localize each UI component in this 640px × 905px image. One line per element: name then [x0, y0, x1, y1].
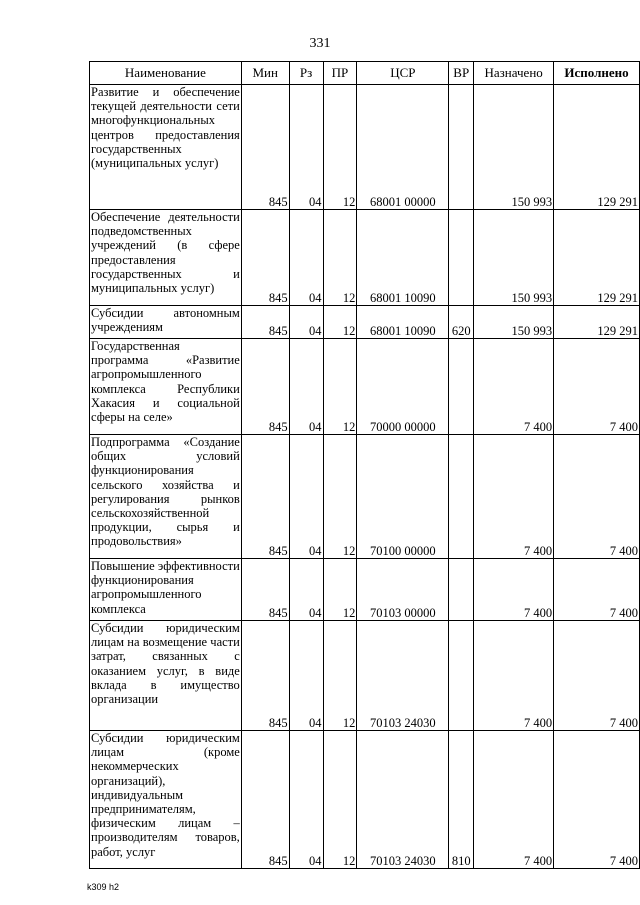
row-csr: 70000 00000 [357, 339, 449, 435]
row-name: Субсидии юридическим лицам (кроме некоммерческих организаций), индивидуальным предпринимателям, физическим лицам – производителям товаров, работ, услуг [90, 731, 242, 869]
table-row [90, 210, 640, 306]
table-row [90, 435, 640, 559]
row-rz: 04 [289, 339, 323, 435]
header-csr: ЦСР [357, 62, 449, 85]
row-min: 845 [241, 85, 289, 210]
row-pr: 12 [323, 210, 357, 306]
row-pr: 12 [323, 339, 357, 435]
row-rz: 04 [289, 621, 323, 731]
header-pr: ПР [323, 62, 357, 85]
row-pr: 12 [323, 306, 357, 339]
page-number: 331 [309, 36, 331, 51]
row-min: 845 [241, 559, 289, 621]
row-assigned: 7 400 [474, 731, 554, 869]
footer-code: k309 h2 [87, 882, 120, 892]
table-row [90, 731, 640, 869]
row-pr: 12 [323, 621, 357, 731]
row-min: 845 [241, 731, 289, 869]
row-done: 7 400 [554, 621, 640, 731]
row-name: Субсидии автономным учреждениям [90, 306, 242, 339]
row-rz: 04 [289, 435, 323, 559]
table-header-row [90, 62, 640, 85]
row-pr: 12 [323, 559, 357, 621]
row-done: 7 400 [554, 731, 640, 869]
row-vr [449, 85, 474, 210]
table-row [90, 621, 640, 731]
row-name: Обеспечение деятельности подведомственных учреждений (в сфере предоставления государственных и муниципальных услуг) [90, 210, 242, 306]
header-done: Исполнено [554, 62, 640, 85]
row-done: 129 291 [554, 210, 640, 306]
row-assigned: 150 993 [474, 210, 554, 306]
row-min: 845 [241, 435, 289, 559]
row-rz: 04 [289, 306, 323, 339]
row-min: 845 [241, 306, 289, 339]
row-assigned: 7 400 [474, 435, 554, 559]
row-csr: 70103 24030 [357, 621, 449, 731]
table-row [90, 306, 640, 339]
row-done: 7 400 [554, 339, 640, 435]
row-assigned: 7 400 [474, 339, 554, 435]
row-vr: 810 [449, 731, 474, 869]
row-csr: 68001 00000 [357, 85, 449, 210]
row-vr: 620 [449, 306, 474, 339]
row-done: 129 291 [554, 306, 640, 339]
row-vr [449, 621, 474, 731]
row-done: 7 400 [554, 435, 640, 559]
row-name: Государственная программа «Развитие агропромышленного комплекса Республики Хакасия и социальной сферы на селе» [90, 339, 242, 435]
row-vr [449, 559, 474, 621]
header-name: Наименование [90, 62, 242, 85]
table-row [90, 85, 640, 210]
row-pr: 12 [323, 85, 357, 210]
row-name: Повышение эффективности функционирования агропромышленного комплекса [90, 559, 242, 621]
row-assigned: 150 993 [474, 85, 554, 210]
row-rz: 04 [289, 731, 323, 869]
row-done: 7 400 [554, 559, 640, 621]
table-row [90, 559, 640, 621]
row-csr: 68001 10090 [357, 210, 449, 306]
row-name: Подпрограмма «Создание общих условий функционирования сельского хозяйства и регулирования рынков сельскохозяйственной продукции, сырья и продовольствия» [90, 435, 242, 559]
header-rz: Рз [289, 62, 323, 85]
row-vr [449, 339, 474, 435]
header-vr: ВР [449, 62, 474, 85]
header-min: Мин [241, 62, 289, 85]
header-assigned: Назначено [474, 62, 554, 85]
row-done: 129 291 [554, 85, 640, 210]
row-vr [449, 435, 474, 559]
row-pr: 12 [323, 731, 357, 869]
budget-table [89, 61, 640, 869]
row-min: 845 [241, 339, 289, 435]
row-name: Субсидии юридическим лицам на возмещение части затрат, связанных с оказанием услуг, в виде вклада в имущество организации [90, 621, 242, 731]
row-csr: 70103 00000 [357, 559, 449, 621]
row-rz: 04 [289, 559, 323, 621]
row-name: Развитие и обеспечение текущей деятельности сети многофункциональных центров предоставления государственных (муниципальных услуг) [90, 85, 242, 210]
row-rz: 04 [289, 210, 323, 306]
row-min: 845 [241, 621, 289, 731]
row-assigned: 7 400 [474, 559, 554, 621]
row-csr: 68001 10090 [357, 306, 449, 339]
table-row [90, 339, 640, 435]
row-pr: 12 [323, 435, 357, 559]
row-rz: 04 [289, 85, 323, 210]
row-csr: 70100 00000 [357, 435, 449, 559]
row-assigned: 150 993 [474, 306, 554, 339]
row-csr: 70103 24030 [357, 731, 449, 869]
row-assigned: 7 400 [474, 621, 554, 731]
row-vr [449, 210, 474, 306]
row-min: 845 [241, 210, 289, 306]
